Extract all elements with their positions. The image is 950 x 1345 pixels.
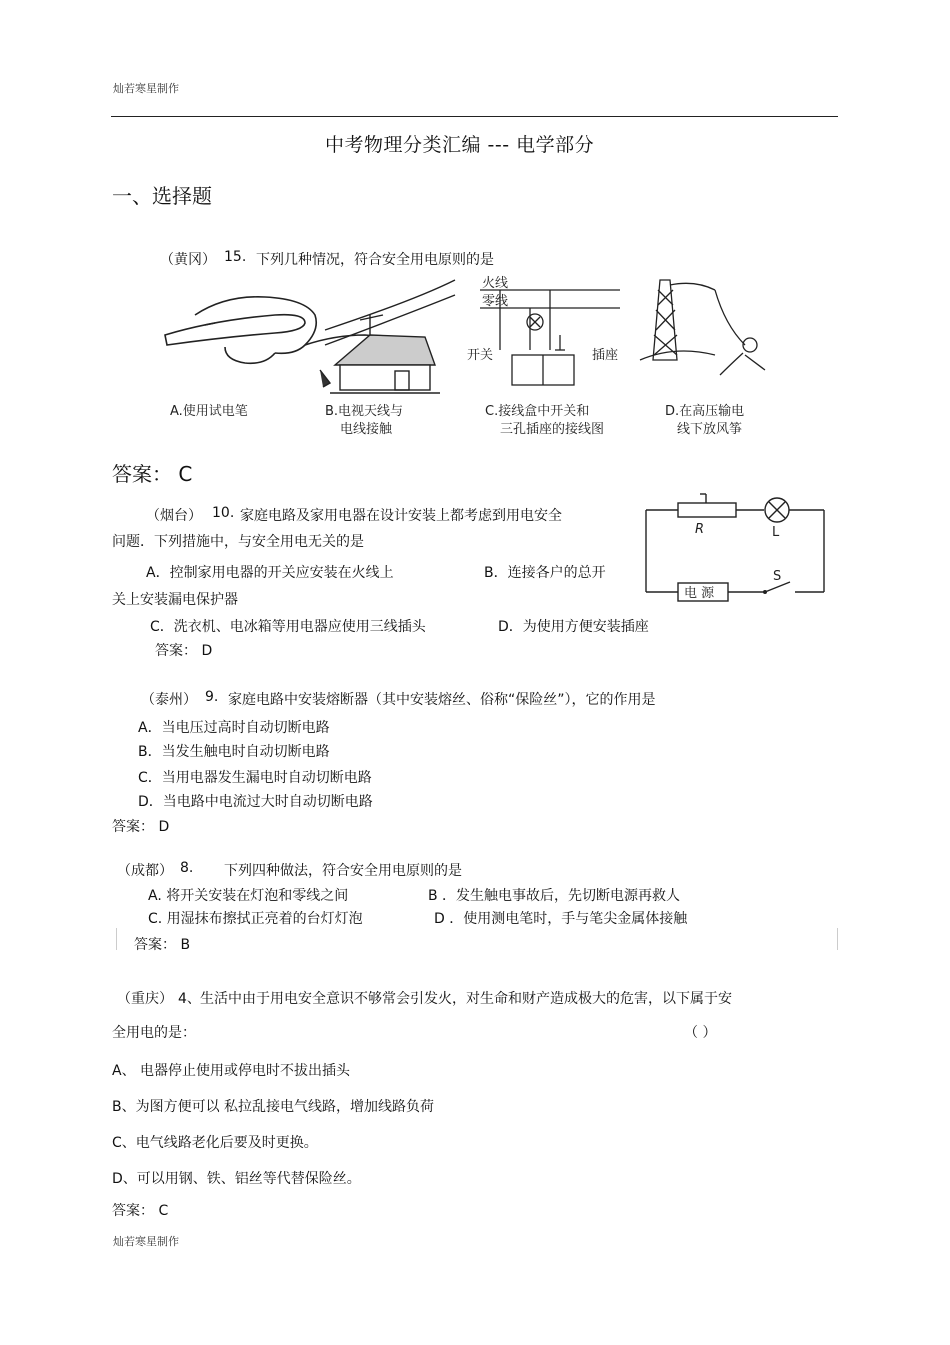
- q1-stem: 下列几种情况，符合安全用电原则的是: [256, 252, 494, 268]
- label-power: 电 源: [684, 586, 715, 601]
- caption-d1: D.在高压输电: [665, 404, 745, 419]
- q4-option-b: B ．发生触电事故后，先切断电源再救人: [428, 888, 681, 904]
- q2-number: 10.: [212, 505, 235, 521]
- q5-number: 4、: [178, 991, 201, 1007]
- label-socket: 插座: [592, 348, 619, 363]
- q2-stem-line1: 家庭电路及家用电器在设计安装上都考虑到用电安全: [240, 508, 562, 524]
- page-title: 中考物理分类汇编 --- 电学部分: [325, 134, 595, 156]
- q1-answer: 答案： C: [112, 462, 193, 486]
- q5-option-c: C、电气线路老化后要及时更换。: [112, 1135, 318, 1151]
- q2-option-b1: B．连接各户的总开: [484, 565, 606, 581]
- q1-source: （黄冈）: [160, 252, 216, 268]
- q3-source: （泰州）: [141, 692, 197, 708]
- q5-source: （重庆）: [117, 991, 173, 1007]
- q3-option-a: A．当电压过高时自动切断电路: [138, 720, 330, 736]
- q4-answer: 答案： B: [134, 937, 191, 953]
- q2-option-a: A．控制家用电器的开关应安装在火线上: [146, 565, 394, 581]
- header-maker: 灿若寒星制作: [113, 82, 179, 95]
- label-switch: 开关: [467, 348, 494, 363]
- q2-option-c: C．洗衣机、电冰箱等用电器应使用三线插头: [150, 619, 426, 635]
- q2-circuit-diagram: [640, 488, 830, 608]
- q5-stem-line2: 全用电的是：: [112, 1025, 196, 1041]
- q5-answer-blank: （ ）: [684, 1025, 717, 1041]
- q2-stem-line2: 问题．下列措施中，与安全用电无关的是: [112, 534, 364, 550]
- label-l: L: [772, 525, 780, 540]
- q2-option-b2: 关上安装漏电保护器: [112, 592, 238, 608]
- right-margin-mark: [837, 928, 838, 950]
- q3-option-b: B．当发生触电时自动切断电路: [138, 744, 330, 760]
- q5-option-a: A、 电器停止使用或停电时不拔出插头: [112, 1063, 351, 1079]
- caption-c1: C.接线盒中开关和: [485, 404, 590, 419]
- q5-option-d: D、可以用钢、铁、铝丝等代替保险丝。: [112, 1171, 361, 1187]
- q3-option-d: D．当电路中电流过大时自动切断电路: [138, 794, 373, 810]
- q2-option-d: D．为使用方便安装插座: [498, 619, 649, 635]
- label-live: 火线: [482, 276, 509, 291]
- q3-stem: 家庭电路中安装熔断器（其中安装熔丝、俗称“保险丝”），它的作用是: [228, 692, 656, 708]
- header-rule: [111, 116, 838, 117]
- section-heading: 一、选择题: [112, 184, 212, 208]
- left-margin-mark: [116, 928, 117, 950]
- caption-d2: 线下放风筝: [677, 422, 743, 437]
- caption-b1: B.电视天线与: [325, 404, 404, 419]
- q3-answer: 答案： D: [112, 819, 170, 835]
- q5-option-b: B、为图方便可以 私拉乱接电气线路，增加线路负荷: [112, 1099, 435, 1115]
- q4-number: 8.: [180, 860, 194, 876]
- q4-option-d: D ．使用测电笔时，手与笔尖金属体接触: [434, 911, 688, 927]
- q4-source: （成都）: [117, 863, 173, 879]
- q4-option-a: A. 将开关安装在灯泡和零线之间: [148, 888, 349, 904]
- tower-kite-illustration: [640, 280, 765, 375]
- q3-option-c: C．当用电器发生漏电时自动切断电路: [138, 770, 372, 786]
- q5-answer: 答案： C: [112, 1203, 169, 1219]
- label-s: S: [773, 569, 782, 584]
- q2-source: （烟台）: [146, 508, 202, 524]
- q5-stem-line1: 生活中由于用电安全意识不够常会引发火，对生命和财产造成极大的危害，以下属于安: [200, 991, 732, 1007]
- q2-answer: 答案： D: [155, 643, 213, 659]
- label-neutral: 零线: [482, 294, 509, 309]
- footer-maker: 灿若寒星制作: [113, 1235, 179, 1248]
- q4-option-c: C. 用湿抹布擦拭正亮着的台灯灯泡: [148, 911, 363, 927]
- caption-b2: 电线接触: [340, 422, 393, 437]
- caption-c2: 三孔插座的接线图: [500, 422, 605, 437]
- label-r: R: [695, 522, 705, 537]
- q3-number: 9.: [205, 689, 219, 705]
- caption-a: A.使用试电笔: [170, 404, 248, 419]
- q4-stem: 下列四种做法，符合安全用电原则的是: [224, 863, 462, 879]
- q1-figure: [155, 275, 785, 440]
- q1-number: 15.: [224, 249, 247, 265]
